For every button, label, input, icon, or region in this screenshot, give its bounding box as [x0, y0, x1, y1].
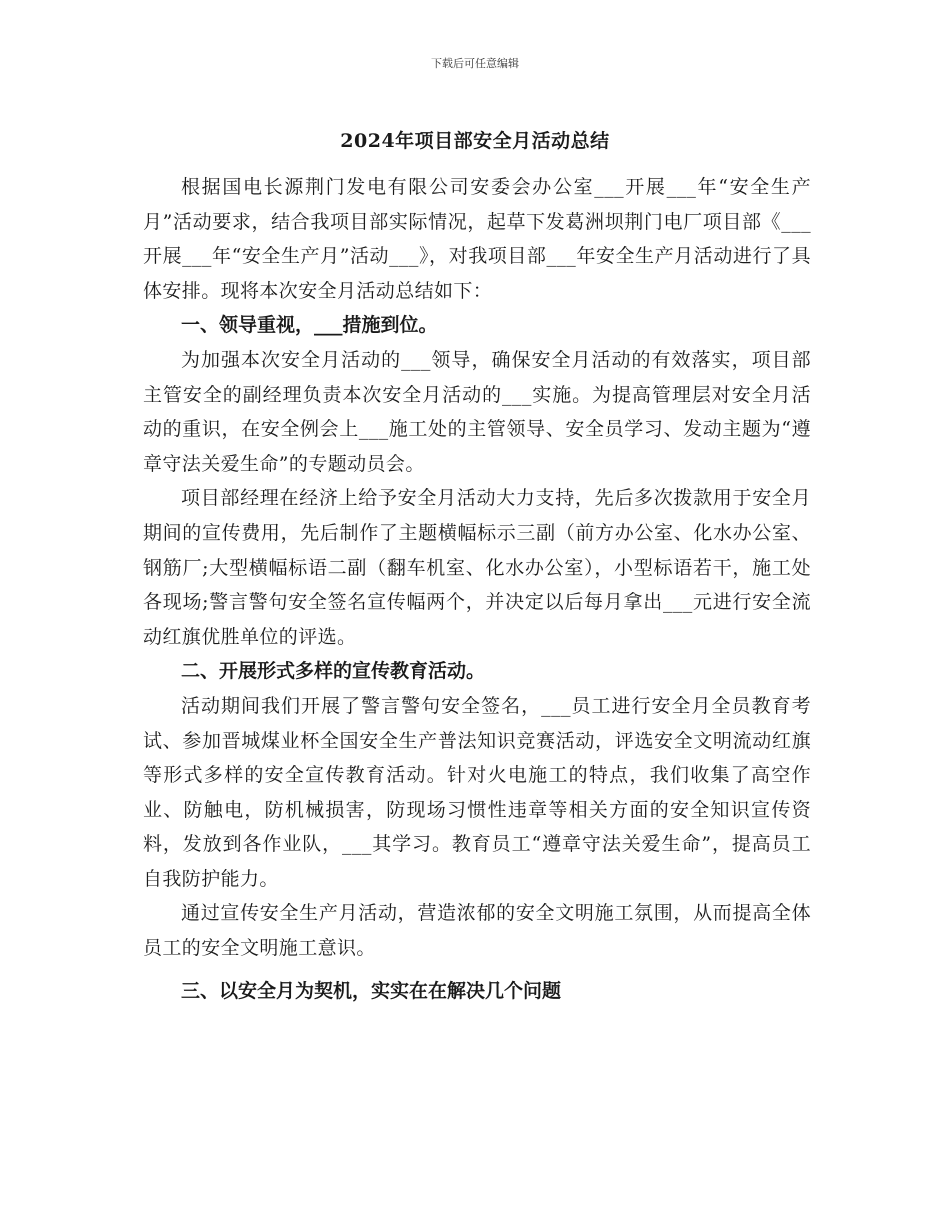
section-heading-3: 三、以安全月为契机，实实在在解决几个问题 — [181, 979, 562, 1002]
section-2-paragraph-2: 通过宣传安全生产月活动，营造浓郁的安全文明施工氛围，从而提高全体员工的安全文明施工意识。 — [143, 902, 811, 960]
section-2-paragraph-1: 活动期间我们开展了警言警句安全签名，___员工进行安全月全员教育考试、参加晋城煤业杯全国安全生产普法知识竞赛活动，评选安全文明流动红旗等形式多样的安全宣传教育活动。针对火电施工的特点，我们收集了高空作业、防触电，防机械损害，防现场习惯性违章等相关方面的安全知识宣传资料，发放到各作业队，___其学习。教育员工“遵章守法关爱生命”，提高员工自我防护能力。 — [143, 694, 811, 890]
section-1-paragraph-1: 为加强本次安全月活动的___领导，确保安全月活动的有效落实，项目部主管安全的副经理负责本次安全月活动的___实施。为提高管理层对安全月活动的重识，在安全例会上___施工处的主管领导、安全员学习、发动主题为“遵章守法关爱生命”的专题动员会。 — [143, 348, 811, 475]
section-heading-1: 一、领导重视，___措施到位。 — [181, 314, 438, 337]
intro-paragraph: 根据国电长源荆门发电有限公司安委会办公室___开展___年“安全生产月”活动要求，结合我项目部实际情况，起草下发葛洲坝荆门电厂项目部《___开展___年“安全生产月”活动___》，对我项目部___年安全生产月活动进行了具体安排。现将本次安全月活动总结如下： — [143, 176, 811, 302]
document-title: 2024年项目部安全月活动总结 — [340, 130, 610, 152]
header-note: 下载后可任意编辑 — [431, 57, 519, 70]
section-heading-2: 二、开展形式多样的宣传教育活动。 — [181, 660, 486, 683]
section-1-paragraph-2: 项目部经理在经济上给予安全月活动大力支持，先后多次拨款用于安全月期间的宣传费用，先后制作了主题横幅标示三副（前方办公室、化水办公室、钢筋厂;大型横幅标语二副（翻车机室、化水办公室），小型标语若干，施工处各现场;警言警句安全签名宣传幅两个，并决定以后每月拿出___元进行安全流动红旗优胜单位的评选。 — [143, 487, 811, 648]
document-body — [143, 170, 811, 1008]
